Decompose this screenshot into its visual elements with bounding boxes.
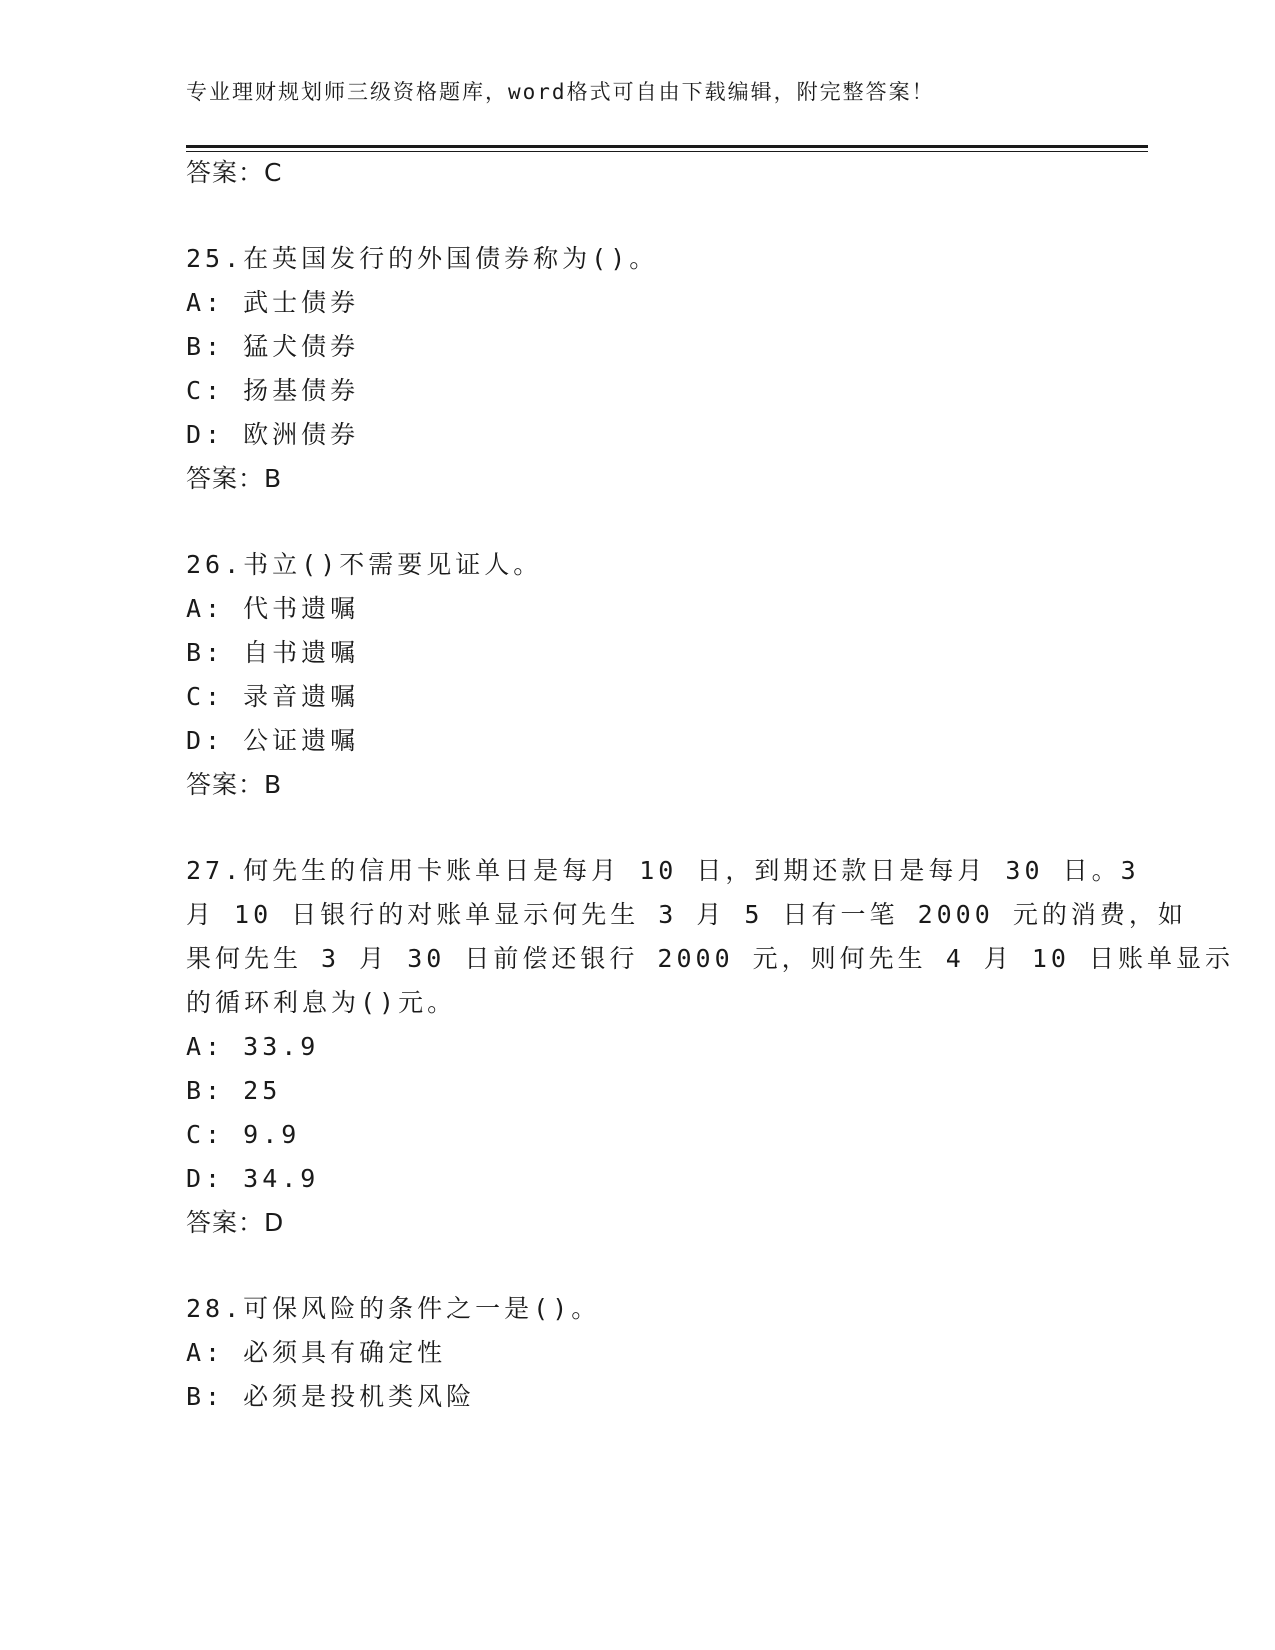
question-27-answer: 答案：D — [186, 1208, 285, 1237]
question-27-stem-line-3: 果何先生 3 月 30 日前偿还银行 2000 元，则何先生 4 月 10 日账单显示 — [186, 944, 1235, 973]
question-25-answer: 答案：B — [186, 464, 283, 493]
question-27-stem-line-2: 月 10 日银行的对账单显示何先生 3 月 5 日有一笔 2000 元的消费，如 — [186, 900, 1187, 929]
answer-prev: 答案：C — [186, 158, 283, 187]
question-28-option-a: A: 必须具有确定性 — [186, 1338, 447, 1367]
question-26-option-a: A: 代书遗嘱 — [186, 594, 360, 623]
header-rule-thick — [186, 145, 1148, 148]
question-26-option-d: D: 公证遗嘱 — [186, 726, 360, 755]
header-rule-thin — [186, 151, 1148, 152]
question-25-option-d: D: 欧洲债券 — [186, 420, 360, 449]
question-28-stem: 28.可保风险的条件之一是()。 — [186, 1294, 601, 1323]
question-26-option-c: C: 录音遗嘱 — [186, 682, 360, 711]
question-28-option-b: B: 必须是投机类风险 — [186, 1382, 476, 1411]
question-27-option-b: B: 25 — [186, 1076, 282, 1105]
question-26-option-b: B: 自书遗嘱 — [186, 638, 360, 667]
question-27-option-a: A: 33.9 — [186, 1032, 320, 1061]
question-25-option-b: B: 猛犬债券 — [186, 332, 360, 361]
question-27-stem-line-1: 27.何先生的信用卡账单日是每月 10 日，到期还款日是每月 30 日。3 — [186, 856, 1140, 885]
question-25-option-c: C: 扬基债券 — [186, 376, 360, 405]
question-27-option-d: D: 34.9 — [186, 1164, 320, 1193]
question-27-stem-line-4: 的循环利息为()元。 — [186, 988, 457, 1017]
question-25-stem: 25.在英国发行的外国债券称为()。 — [186, 244, 659, 273]
question-26-answer: 答案：B — [186, 770, 283, 799]
page-header: 专业理财规划师三级资格题库，word格式可自由下载编辑，附完整答案！ — [186, 80, 935, 104]
question-27-option-c: C: 9.9 — [186, 1120, 301, 1149]
question-25-option-a: A: 武士债券 — [186, 288, 360, 317]
question-26-stem: 26.书立()不需要见证人。 — [186, 550, 543, 579]
